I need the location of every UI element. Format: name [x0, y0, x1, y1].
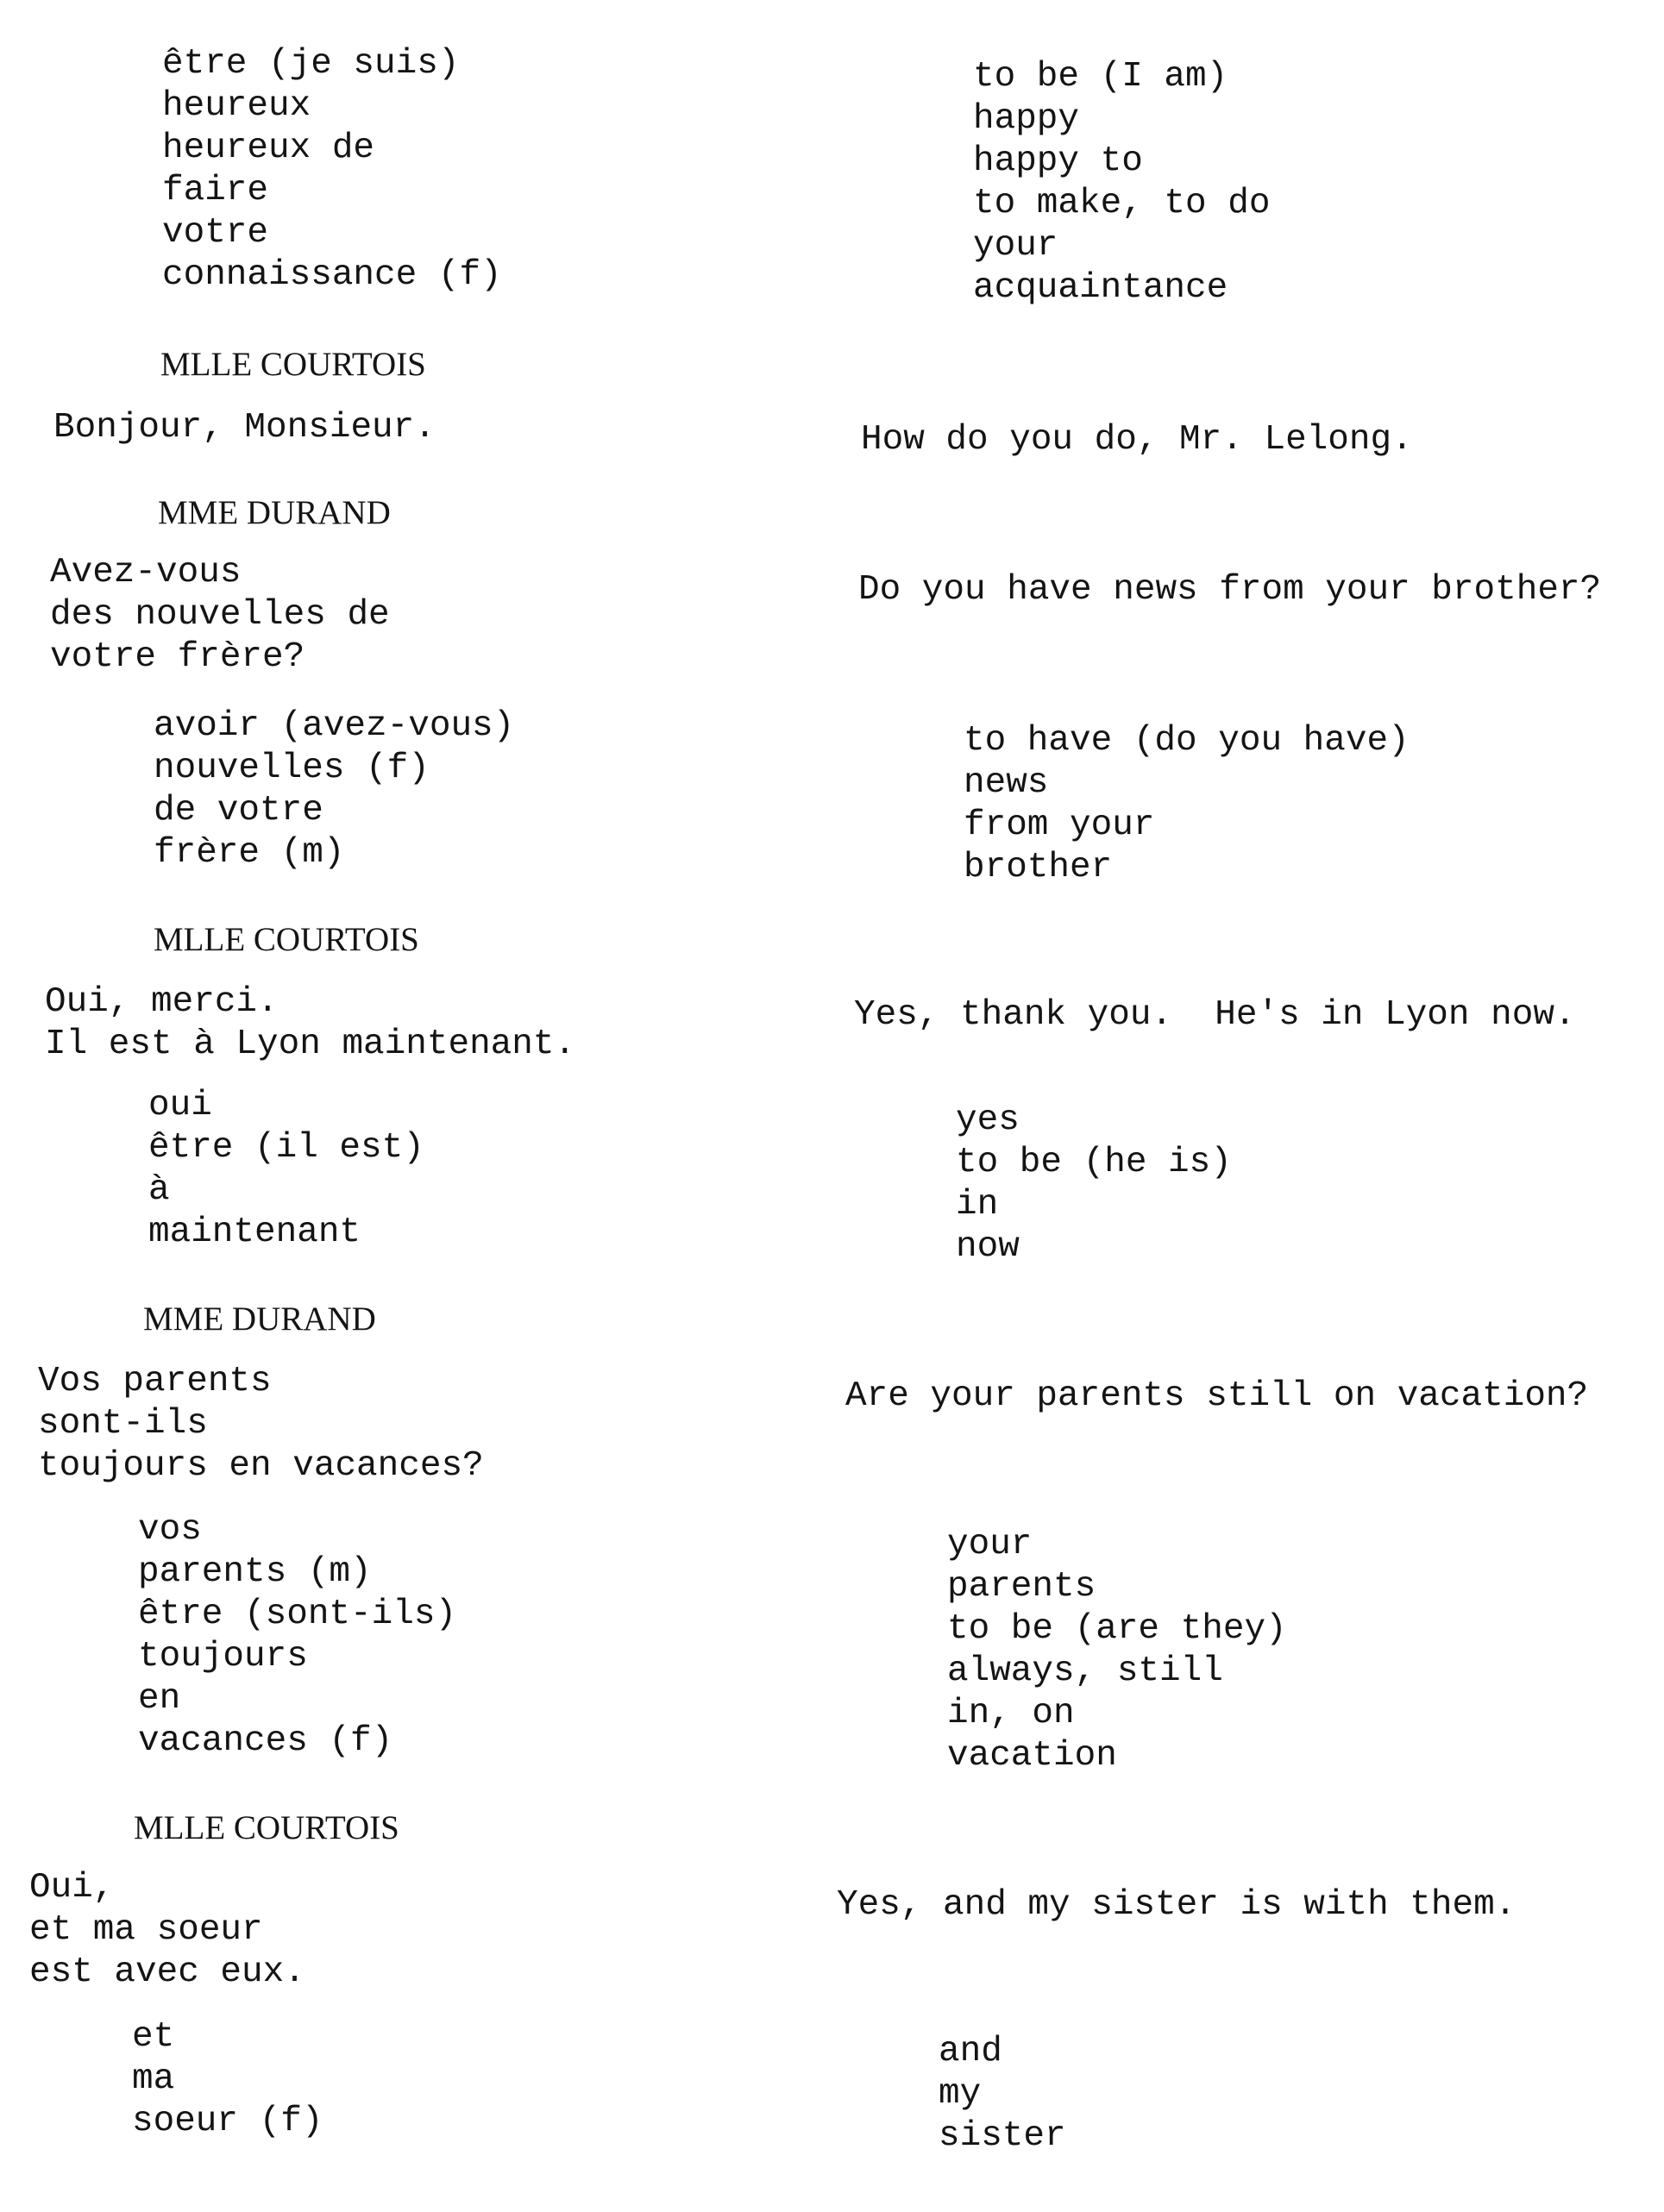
vocab-item: in	[956, 1185, 999, 1225]
vocab-item: happy	[973, 99, 1080, 139]
speaker-label: MLLE COURTOIS	[154, 921, 419, 958]
dialogue-english	[854, 994, 1576, 1037]
vocab-item: now	[956, 1227, 1020, 1267]
vocab-french-list	[148, 1085, 424, 1254]
vocab-english-list	[964, 720, 1410, 889]
speaker-name	[154, 918, 419, 961]
vocab-item: to make, to do	[973, 184, 1271, 223]
vocab-french-list	[138, 1509, 456, 1763]
vocab-item: et	[132, 2017, 175, 2057]
dialogue-line: toujours en vacances?	[38, 1446, 484, 1486]
vocab-item: vos	[138, 1510, 202, 1550]
dialogue-line: votre frère?	[50, 637, 305, 677]
dialogue-french	[38, 1361, 484, 1488]
vocab-item: acquaintance	[973, 268, 1228, 308]
speaker-name	[134, 1807, 399, 1849]
dialogue-line: des nouvelles de	[50, 595, 390, 635]
vocab-item: ma	[132, 2059, 175, 2099]
dialogue-french	[45, 981, 575, 1066]
speaker-name	[160, 343, 426, 385]
vocab-item: your	[947, 1525, 1033, 1564]
vocab-item: brother	[964, 848, 1113, 887]
dialogue-english	[837, 1884, 1516, 1927]
vocab-item: nouvelles (f)	[154, 749, 430, 788]
vocab-item: and	[939, 2032, 1002, 2071]
speaker-label: MLLE COURTOIS	[160, 346, 426, 383]
vocab-item: parents	[947, 1567, 1096, 1607]
dialogue-line: est avec eux.	[29, 1952, 305, 1992]
vocab-item: heureux	[162, 86, 311, 126]
speaker-name	[158, 492, 391, 534]
dialogue-line: Oui,	[29, 1868, 115, 1908]
dialogue-line: Are your parents still on vacation?	[845, 1376, 1589, 1416]
vocab-item: heureux de	[162, 128, 375, 168]
dialogue-french	[50, 552, 390, 679]
speaker-name	[143, 1298, 376, 1340]
vocab-item: avoir (avez-vous)	[154, 706, 515, 746]
vocab-item: parents (m)	[138, 1552, 372, 1592]
dialogue-line: Il est à Lyon maintenant.	[45, 1025, 576, 1064]
vocab-english-list	[939, 2031, 1066, 2158]
dialogue-line: How do you do, Mr. Lelong.	[861, 420, 1413, 460]
vocab-item: in, on	[947, 1694, 1075, 1733]
vocab-english-list	[947, 1524, 1287, 1777]
dialogue-line: Vos parents	[38, 1362, 272, 1401]
vocab-item: my	[939, 2074, 982, 2114]
vocab-item: être (sont-ils)	[138, 1595, 457, 1634]
vocab-item: toujours	[138, 1637, 308, 1676]
speaker-label: MLLE COURTOIS	[134, 1809, 399, 1846]
speaker-label: MME DURAND	[158, 494, 391, 531]
vocab-item: frère (m)	[154, 833, 345, 873]
vocab-french-list	[162, 43, 502, 297]
speaker-label: MME DURAND	[143, 1300, 376, 1338]
vocab-item: de votre	[154, 791, 323, 830]
vocab-item: always, still	[947, 1651, 1223, 1691]
dialogue-line: Yes, thank you. He's in Lyon now.	[854, 995, 1576, 1035]
vocab-item: être (il est)	[148, 1128, 424, 1168]
vocab-item: to be (I am)	[973, 57, 1228, 97]
vocab-item: connaissance (f)	[162, 255, 502, 295]
vocab-item: happy to	[973, 141, 1143, 181]
dialogue-line: Yes, and my sister is with them.	[837, 1885, 1516, 1925]
vocab-item: oui	[148, 1086, 212, 1125]
vocab-item: from your	[964, 805, 1155, 845]
vocab-item: maintenant	[148, 1213, 361, 1252]
dialogue-line: Avez-vous	[50, 553, 242, 592]
vocab-item: en	[138, 1679, 181, 1719]
vocab-item: votre	[162, 213, 269, 253]
dialogue-french	[29, 1867, 305, 1994]
vocab-item: faire	[162, 171, 269, 210]
dialogue-line: Oui, merci.	[45, 982, 279, 1022]
vocab-french-list	[132, 2016, 323, 2143]
vocab-item: être (je suis)	[162, 44, 460, 84]
vocab-item: sister	[939, 2116, 1066, 2156]
vocab-item: to be (he is)	[956, 1143, 1232, 1182]
vocab-item: à	[148, 1170, 170, 1210]
vocab-item: vacation	[947, 1736, 1117, 1776]
dialogue-line: Bonjour, Monsieur.	[53, 408, 436, 448]
vocab-item: yes	[956, 1100, 1020, 1140]
vocab-english-list	[956, 1100, 1232, 1269]
vocab-english-list	[973, 56, 1270, 310]
dialogue-english	[858, 569, 1601, 611]
vocab-item: to have (do you have)	[964, 721, 1410, 761]
dialogue-english	[845, 1375, 1588, 1418]
vocab-item: vacances (f)	[138, 1721, 393, 1761]
dialogue-french	[53, 407, 436, 449]
dialogue-line: Do you have news from your brother?	[858, 570, 1602, 610]
dialogue-line: sont-ils	[38, 1404, 208, 1444]
vocab-item: your	[973, 226, 1058, 266]
vocab-item: soeur (f)	[132, 2102, 323, 2141]
vocab-french-list	[154, 705, 514, 874]
vocab-item: news	[964, 763, 1049, 803]
dialogue-english	[861, 419, 1413, 461]
vocab-item: to be (are they)	[947, 1609, 1287, 1649]
dialogue-line: et ma soeur	[29, 1910, 263, 1950]
